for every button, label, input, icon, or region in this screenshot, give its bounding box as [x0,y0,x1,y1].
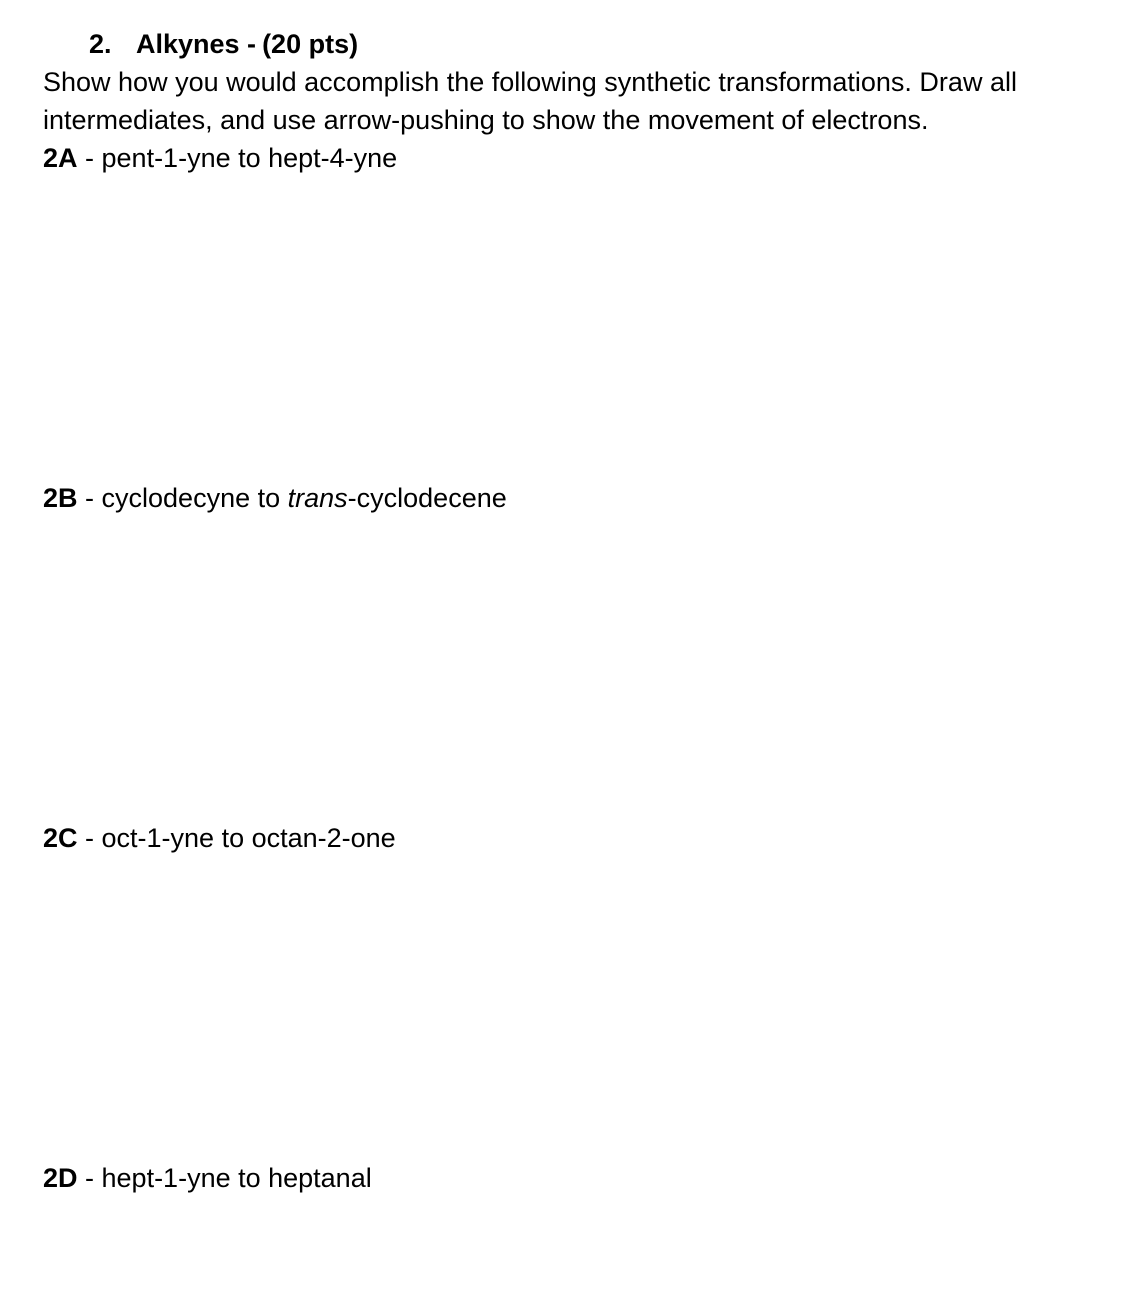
part-2a-separator: - [77,143,102,173]
part-2d-code: 2D [43,1163,78,1193]
question-number: 2. [89,29,112,59]
question-instructions [43,63,1103,139]
part-2b-code: 2B [43,483,78,513]
instructions-line-1: Show how you would accomplish the following synthetic transformations. Draw all [43,67,1017,97]
part-2d [43,1161,372,1195]
part-2a [43,141,397,175]
question-points: (20 pts) [262,29,359,59]
part-2c-separator: - [77,823,102,853]
part-2b-text-before: cyclodecyne to [101,483,288,513]
part-2b [43,481,507,515]
part-2c-text: oct-1-yne to octan-2-one [101,823,396,853]
instructions-line-2: intermediates, and use arrow-pushing to show the movement of electrons. [43,105,929,135]
part-2b-text-italic: trans [287,483,348,513]
part-2a-code: 2A [43,143,78,173]
part-2d-separator: - [77,1163,102,1193]
part-2b-text-after: -cyclodecene [347,483,507,513]
part-2a-text: pent-1-yne to hept-4-yne [101,143,398,173]
part-2b-separator: - [77,483,102,513]
part-2c [43,821,396,855]
part-2d-text: hept-1-yne to heptanal [101,1163,372,1193]
question-heading [89,27,358,61]
question-title: Alkynes - [136,29,257,59]
part-2c-code: 2C [43,823,78,853]
